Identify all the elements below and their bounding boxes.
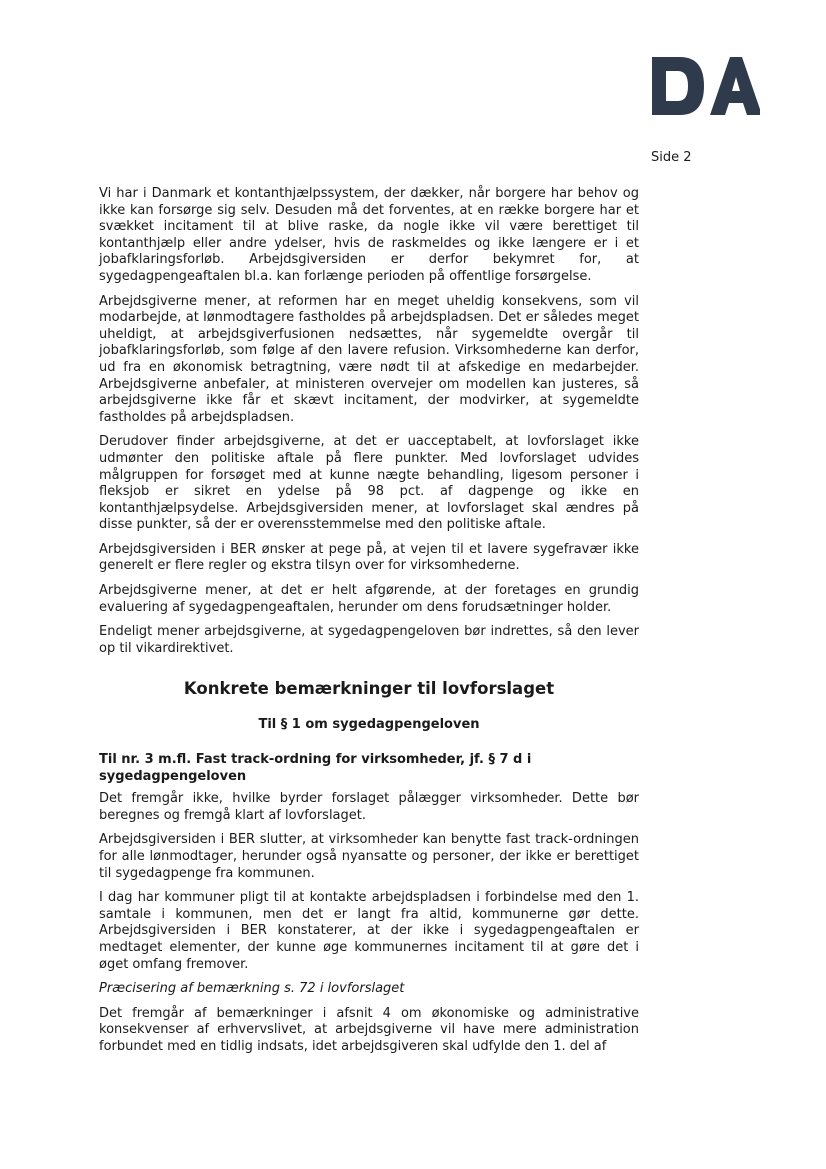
da-logo <box>650 55 760 117</box>
paragraph: Arbejdsgiverne mener, at det er helt afgørende, at der foretages en grundig evaluering af sygedagpengeaftalen, herunder om dens forudsætninger holder. <box>99 583 639 615</box>
paragraph: Arbejdsgiversiden i BER slutter, at virksomheder kan benytte fast track-ordningen for alle lønmodtager, herunder også nyansatte og personer, der ikke er berettiget til sygedagpenge fra kommunen. <box>99 832 639 881</box>
paragraph: Arbejdsgiversiden i BER ønsker at pege på, at vejen til et lavere sygefravær ikke generelt er flere regler og ekstra tilsyn over for virksomhederne. <box>99 541 639 574</box>
paragraph: Vi har i Danmark et kontanthjælpssystem, der dækker, når borgere har behov og ikke kan forsørge sig selv. Desuden må det forventes, at en række borgere har et svækket incitament til at blive raske, da nogle ikke vil være berettiget til kontanthjælp eller andre ydelser, hvis de raskmeldes og ikke længere er i et jobafklaringsforløb. Arbejdsgiversiden er derfor bekymret for, at sygedagpengeaftalen bl.a. kan forlænge perioden på offentlige forsørgelse. <box>99 186 639 284</box>
paragraph: I dag har kommuner pligt til at kontakte arbejdspladsen i forbindelse med den 1. samtale i kommunen, men det er langt fra altid, kommunerne gør dette. Arbejdsgiversiden i BER konstaterer, at der ikke i sygedagpengeaftalen er medtaget elementer, der kunne øge kommunernes incitament til at gøre det i øget omfang fremover. <box>99 890 639 972</box>
paragraph: Det fremgår af bemærkninger i afsnit 4 om økonomiske og administrative konsekvenser af erhvervslivet, at arbejdsgiverne vil have mere administration forbundet med en tidlig indsats, idet arbejdsgiveren skal udfylde den 1. del af <box>99 1005 639 1054</box>
italic-heading: Præcisering af bemærkning s. 72 i lovforslaget <box>99 981 405 997</box>
paragraph: Arbejdsgiverne mener, at reformen har en meget uheldig konsekvens, som vil modarbejde, at lønmodtagere fastholdes på arbejdspladsen. Det er således meget uheldigt, at arbejdsgiverfusionen nedsættes, når sygemeldte overgår til jobafklaringsforløb, som følge af den lavere refusion. Virksomhederne kan derfor, ud fra en økonomisk betragtning, være nødt til at afskedige en medarbejder. Arbejdsgiverne anbefaler, at ministeren overvejer om modellen kan justeres, så arbejdsgiverne ikke får et skævt incitament, der modvirker, at sygemeldte fastholdes på arbejdspladsen. <box>99 293 639 425</box>
section-title: Konkrete bemærkninger til lovforslaget <box>183 679 555 699</box>
document-body <box>99 186 639 1064</box>
paragraph: Derudover finder arbejdsgiverne, at det er uacceptabelt, at lovforslaget ikke udmønter den politiske aftale på flere punkter. Med lovforslaget udvides målgruppen for forsøget med at kunne nægte behandling, ligesom personer i fleksjob er sikret en ydelse på 98 pct. af dagpenge og ikke en kontanthjælpsydelse. Arbejdsgiversiden mener, at lovforslaget skal ændres på disse punkter, så der er overensstemmelse med den politiske aftale. <box>99 434 639 533</box>
paragraph: Det fremgår ikke, hvilke byrder forslaget pålægger virksomheder. Dette bør beregnes og fremgå klart af lovforslaget. <box>99 791 639 823</box>
item-heading: Til nr. 3 m.fl. Fast track-ordning for virksomheder, jf. § 7 d i sygedagpengeloven <box>99 752 532 784</box>
page-number: Side 2 <box>651 150 692 165</box>
paragraph: Endeligt mener arbejdsgiverne, at sygedagpengeloven bør indrettes, så den lever op til vikardirektivet. <box>99 624 639 656</box>
section-subtitle: Til § 1 om sygedagpengeloven <box>258 717 480 733</box>
